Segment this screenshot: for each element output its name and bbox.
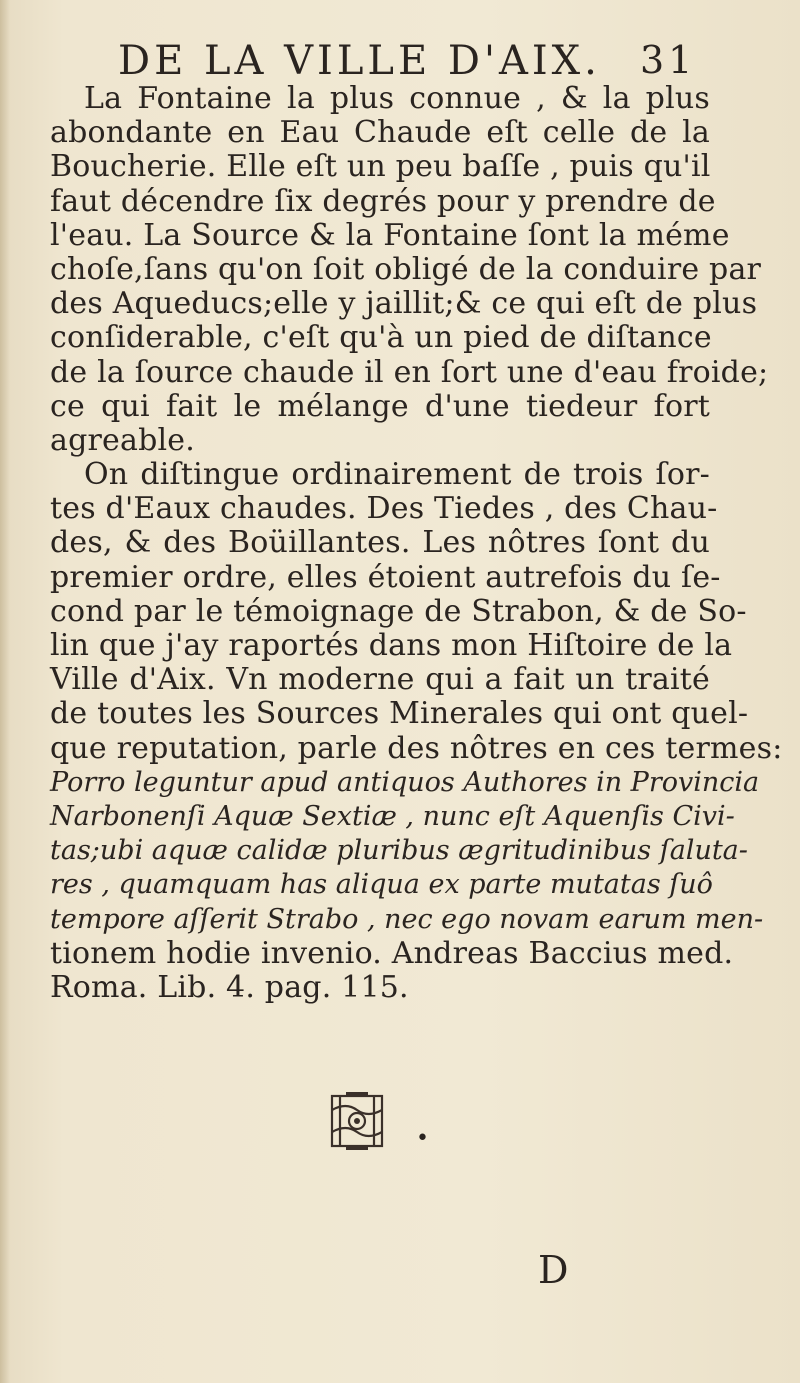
text-line: tes d'Eaux chaudes. Des Tiedes , des Chau- [50,491,718,527]
text-line: des, & des Boüillantes. Les nôtres ſont du [50,525,710,561]
latin-quote-line: Porro leguntur apud antiquos Authores in Provincia [50,766,760,798]
text-line: ce qui fait le mélange d'une tiedeur fort [50,388,710,424]
text-line: On diſtingue ordinairement de trois ſor- [84,457,710,493]
text-line: Boucherie. Elle eſt un peu baſſe , puis qu'il [50,149,711,185]
text-line: cond par le témoignage de Strabon, & de So- [50,593,747,629]
text-line: premier ordre, elles étoient autrefois du ſe- [50,559,721,595]
text-line: La Fontaine la plus connue , & la plus [84,81,710,116]
text-line: l'eau. La Source & la Fontaine ſont la méme [50,217,730,253]
page-number: 31 [640,38,697,82]
text-line: agreable. [50,422,195,458]
latin-quote-line: res , quamquam has aliqua ex parte mutatas ſuô [50,869,713,901]
text-line: lin que j'ay raportés dans mon Hiſtoire de la [50,628,733,663]
latin-quote-line: tas;ubi aquæ calidæ pluribus ægritudinibus ſaluta- [50,835,748,867]
ornament-dot: • [416,1126,429,1151]
text-line: conſiderable, c'eſt qu'à un pied de diſtance [50,320,712,356]
text-line: faut décendre ſix degrés pour y prendre de [50,183,716,219]
text-line: Ville d'Aix. Vn moderne qui a fait un traité [50,662,710,698]
signature-mark: D [538,1248,569,1292]
latin-quote-line: tempore aſſerit Strabo , nec ego novam earum men- [50,903,764,935]
text-line: abondante en Eau Chaude eſt celle de la [50,115,710,151]
latin-quote-line: Narbonenſi Aquæ Sextiæ , nunc eſt Aquenſis Civi- [50,800,735,832]
text-line: de toutes les Sources Minerales qui ont quel- [50,696,749,732]
text-line: tionem hodie invenio. Andreas Baccius med. [50,935,734,971]
printers-ornament-icon [326,1090,388,1152]
text-line: Roma. Lib. 4. pag. 115. [50,969,409,1005]
text-line: de la ſource chaude il en ſort une d'eau froide; [50,354,769,390]
text-body [50,81,783,1005]
running-title: DE LA VILLE D'AIX. [118,38,601,84]
text-line: choſe,ſans qu'on ſoit obligé de la conduire par [50,251,762,287]
text-line: que reputation, parle des nôtres en ces termes: [50,730,783,766]
page-gutter [0,0,10,1383]
text-line: des Aqueducs;elle y jaillit;& ce qui eſt de plus [50,286,758,322]
